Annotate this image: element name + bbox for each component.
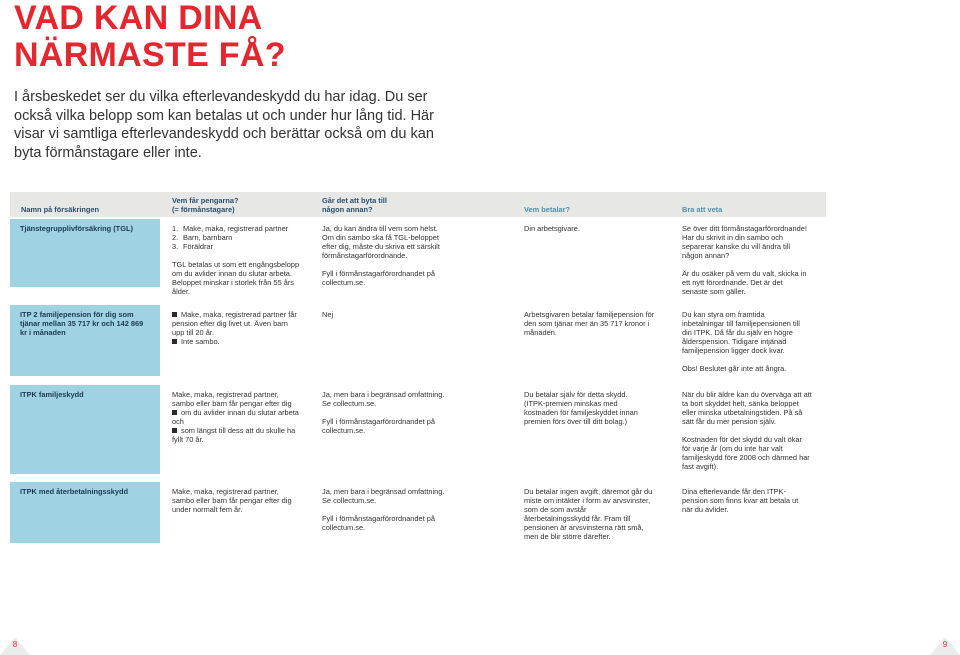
header-changeable: Går det att byta till någon annan? — [322, 196, 387, 214]
cell-itp2-beneficiary — [172, 310, 300, 346]
header-insurance-name: Namn på försäkringen — [21, 205, 100, 214]
list-item: 3. Föräldrar — [172, 242, 213, 251]
cell-tgl-change: Ja, du kan ändra till vem som helst. Om din sambo ska få TGL-beloppet efter dig, måste du skriva ett särskilt förmånstagarförordnande. Fyll i förmånstagarförordnandet på collectum.se. — [322, 224, 440, 287]
cell-itpk-family-info: När du blir äldre kan du överväga att att ta bort skyddet helt, sänka beloppet eller minska utbetalningstiden. På så sätt får du mer pension själv. Kostnaden för det skydd du valt ökar för varje år (om du inte har valt familjeskydd före 2008 och därmed har fast avgift). — [682, 390, 812, 471]
cell-itp2-payer: Arbetsgivaren betalar familjepension för den som tjänar mer än 35 717 kronor i månaden. — [524, 310, 655, 337]
title-line-2: NÄRMASTE FÅ? — [14, 36, 286, 74]
cell-itpk-family-beneficiary: Make, maka, registrerad partner, sambo eller barn får pengar efter dig om du avlider innan du slutar arbeta och som längst till dess att du skulle ha fyllt 70 år. — [172, 390, 299, 444]
title-line-1: VAD KAN DINA — [14, 0, 263, 37]
row-label-itp2: ITP 2 familjepension för dig som tjänar mellan 35 717 kr och 142 869 kr i månaden — [10, 305, 160, 376]
cell-tgl-info: Se över ditt förmånstagarförordnande! Har du skrivit in din sambo och separerar kanske du vill ändra till någon annan? Är du osäker på vem du valt, skicka in ett nytt förordnande. Det är det senaste som gäller. — [682, 224, 807, 296]
cell-itpk-refund-payer: Du betalar ingen avgift, däremot går du miste om intäkter i form av arvsvinster, som de som avstår återbetalningsskydd får. Fram till pensionen är arvsvinsterna rätt små, men de blir större därefter. — [524, 487, 653, 541]
header-good-to-know: Bra att veta — [682, 205, 723, 214]
list-item: som längst till dess att du skulle ha fyllt 70 år. — [172, 426, 296, 444]
cell-itpk-refund-beneficiary: Make, maka, registrerad partner, sambo eller barn får pengar efter dig under normalt fem år. — [172, 487, 292, 514]
cell-tgl-payer: Din arbetsgivare. — [524, 224, 580, 233]
cell-itpk-refund-change: Ja, men bara i begränsad omfattning. Se collectum.se. Fyll i förmånstagarförordnandet på collectum.se. — [322, 487, 445, 532]
list-item: 1. Make, maka, registrerad partner — [172, 224, 289, 233]
page-title — [14, 0, 286, 74]
list-item: 2. Barn, barnbarn — [172, 233, 233, 242]
row-label-tgl: Tjänstegrupplivförsäkring (TGL) — [10, 219, 160, 287]
page-number-right: 9 — [930, 625, 960, 655]
row-label-itpk-family: ITPK familjeskydd — [10, 385, 160, 474]
list-item: Make, maka, registrerad partner får pension efter dig livet ut. Även barn upp till 20 år. — [172, 310, 297, 337]
cell-itp2-info: Du kan styra om framtida inbetalningar till familjepensionen till din ITPK. Då får du själv en högre ålderspension. Tidigare intjänad familjepension ligger dock kvar. Obs! Beslutet går inte att ångra. — [682, 310, 800, 373]
cell-itpk-family-payer: Du betalar själv för detta skydd. (ITPK-premien minskas med kostnaden för familjeskyddet innan premien förs över till ditt bolag.) — [524, 390, 638, 426]
cell-itpk-family-change: Ja, men bara i begränsad omfattning. Se collectum.se. Fyll i förmånstagarförordnandet på collectum.se. — [322, 390, 445, 435]
list-item: Inte sambo. — [172, 337, 300, 346]
intro-text: I årsbeskedet ser du vilka efterlevandeskydd du har idag. Du ser också vilka belopp som kan betalas ut och under hur lång tid. Här visar vi samtliga efterlevandeskydd och berättar också om du kan byta förmånstagare eller inte. — [14, 89, 434, 161]
cell-itp2-change: Nej — [322, 310, 334, 319]
header-beneficiary: Vem får pengarna? (= förmånstagare) — [172, 196, 239, 214]
row-label-itpk-refund: ITPK med återbetalningsskydd — [10, 482, 160, 543]
header-payer: Vem betalar? — [524, 205, 571, 214]
cell-itpk-refund-info: Dina efterlevande får den ITPK-pension som finns kvar att betala ut när du avlider. — [682, 487, 799, 514]
cell-tgl-beneficiary: 1. Make, maka, registrerad partner 2. Barn, barnbarn 3. Föräldrar TGL betalas ut som ett engångsbelopp om du avlider innan du slutar arbeta. Beloppet minskar i storlek från 55 års ålder. — [172, 224, 304, 296]
page-number-left: 8 — [0, 625, 30, 655]
list-item: om du avlider innan du slutar arbeta och — [172, 408, 299, 426]
